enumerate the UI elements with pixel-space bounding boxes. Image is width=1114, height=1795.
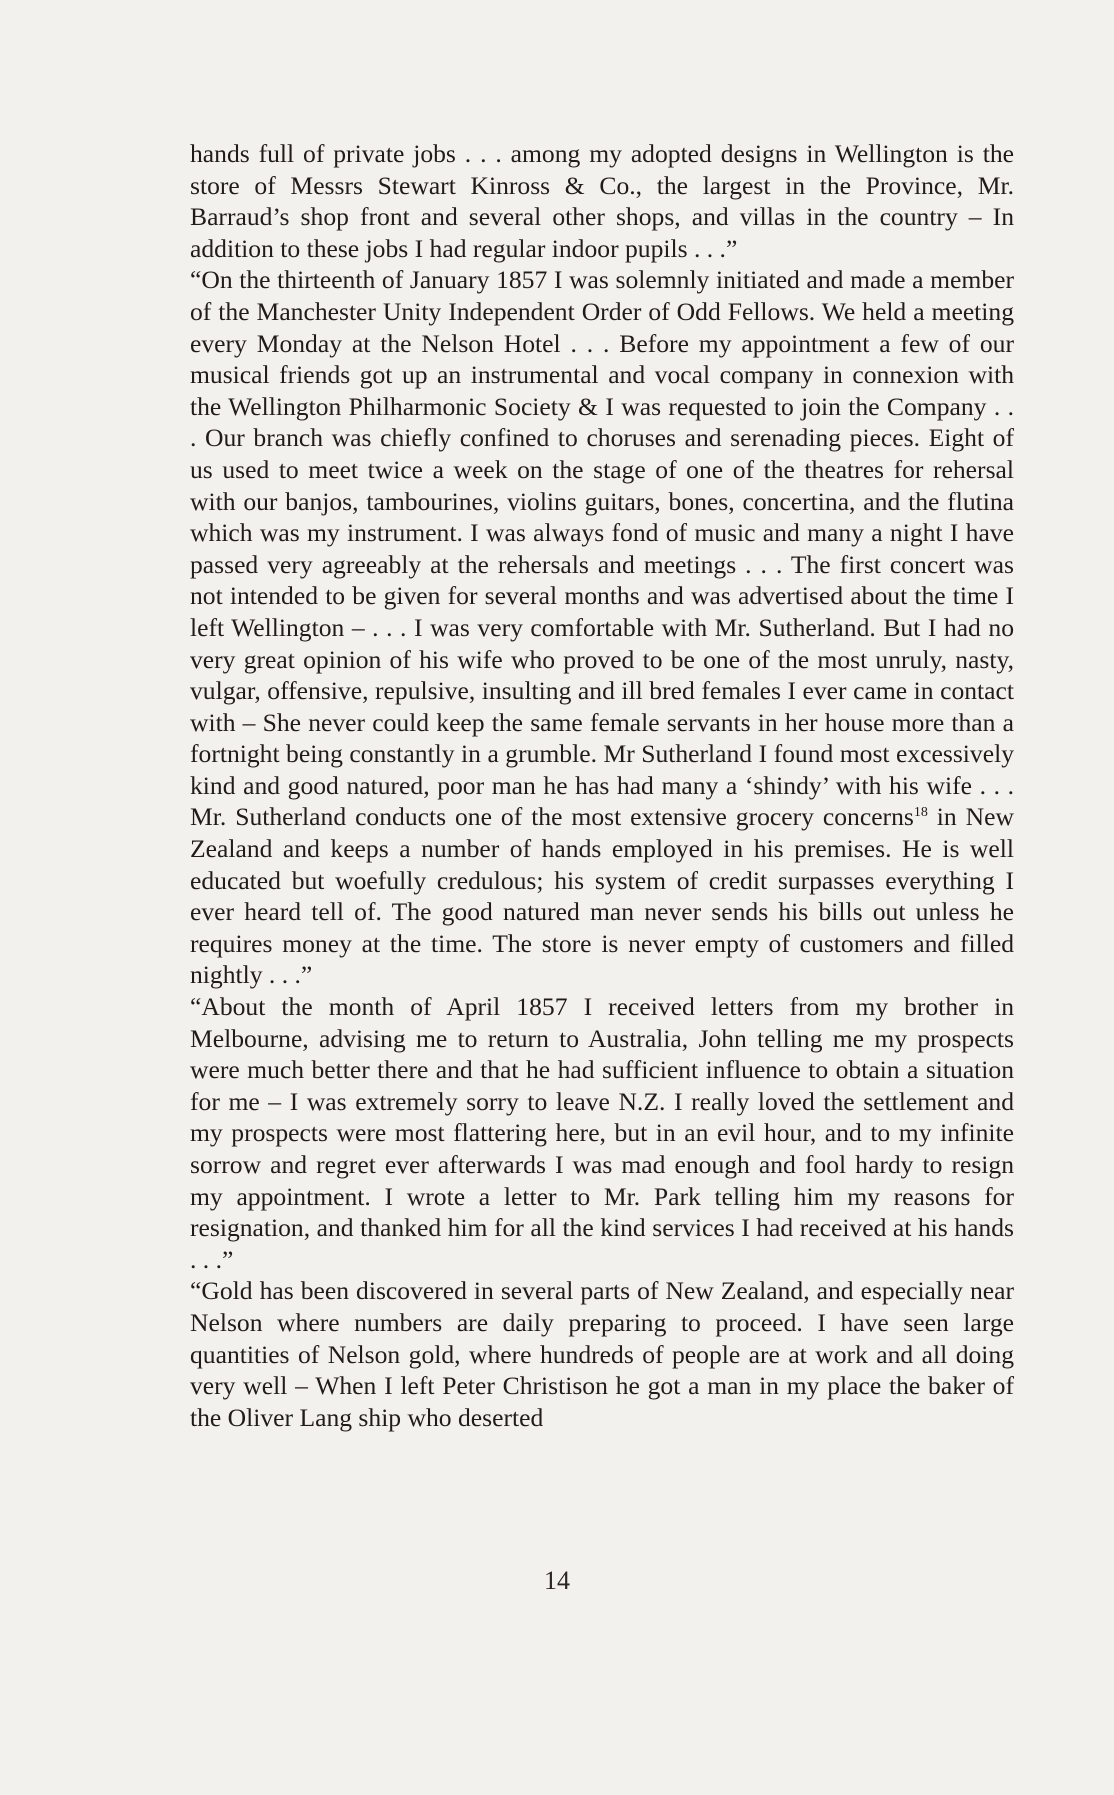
- paragraph-1-text: hands full of private jobs . . . among my adopted designs in Wellington is the store of Messrs Stewart Kinross & Co., the largest in the Province, Mr. Barraud’s shop front and several other shops, and villas in the country – In addition to these jobs I had regular indoor pupils . . .”: [190, 139, 1014, 263]
- paragraph-4: [190, 1275, 1014, 1433]
- footnote-ref-18: 18: [913, 805, 928, 821]
- paragraph-2: [190, 264, 1014, 991]
- page-number: 14: [544, 1566, 570, 1595]
- paragraph-2-text: “On the thirteenth of January 1857 I was solemnly initiated and made a member of the Manchester Unity Independent Order of Odd Fellows. We held a meeting every Monday at the Nelson Hotel . . . Before my appointment a few of our musical friends got up an instrumental and vocal company in connexion with the Wellington Philharmonic Society & I was requested to join the Company . . . Our branch was chiefly confined to choruses and serenading pieces. Eight of us used to meet twice a week on the stage of one of the theatres for rehersal with our banjos, tambourines, violins guitars, bones, concertina, and the flutina which was my instrument. I was always fond of music and many a night I have passed very agreeably at the rehersals and meetings . . . The first concert was not intended to be given for several months and was advertised about the time I left Wellington – . . . I was very comfortable with Mr. Sutherland. But I had no very great opinion of his wife who proved to be one of the most unruly, nasty, vulgar, offensive, repulsive, insulting and ill bred females I ever came in contact with – She never could keep the same female servants in her house more than a fortnight being constantly in a grumble. Mr Sutherland I found most excessively kind and good natured, poor man he has had many a ‘shindy’ with his wife . . . Mr. Sutherland conducts one of the most extensive grocery concerns: [190, 265, 1014, 832]
- paragraph-3: [190, 991, 1014, 1275]
- paragraph-1: [190, 138, 1014, 264]
- paragraph-3-text: “About the month of April 1857 I received letters from my brother in Melbourne, advising me to return to Australia, John telling me my prospects were much better there and that he had sufficient influence to obtain a situation for me – I was extremely sorry to leave N.Z. I really loved the settlement and my prospects were most flattering here, but in an evil hour, and to my infinite sorrow and regret ever afterwards I was mad enough and fool hardy to resign my appointment. I wrote a letter to Mr. Park telling him my reasons for resignation, and thanked him for all the kind services I had received at his hands . . .”: [190, 992, 1014, 1274]
- paragraph-2-text-after: in New Zealand and keeps a number of hands employed in his premises. He is well educated but woefully credulous; his system of credit surpasses everything I ever heard tell of. The good natured man never sends his bills out unless he requires money at the time. The store is never empty of customers and filled nightly . . .”: [190, 802, 1014, 990]
- paragraph-4-text: “Gold has been discovered in several parts of New Zealand, and especially near Nelson where numbers are daily preparing to proceed. I have seen large quantities of Nelson gold, where hundreds of people are at work and all doing very well – When I left Peter Christison he got a man in my place the baker of the Oliver Lang ship who deserted: [190, 1276, 1014, 1432]
- body-text: [190, 138, 1014, 1433]
